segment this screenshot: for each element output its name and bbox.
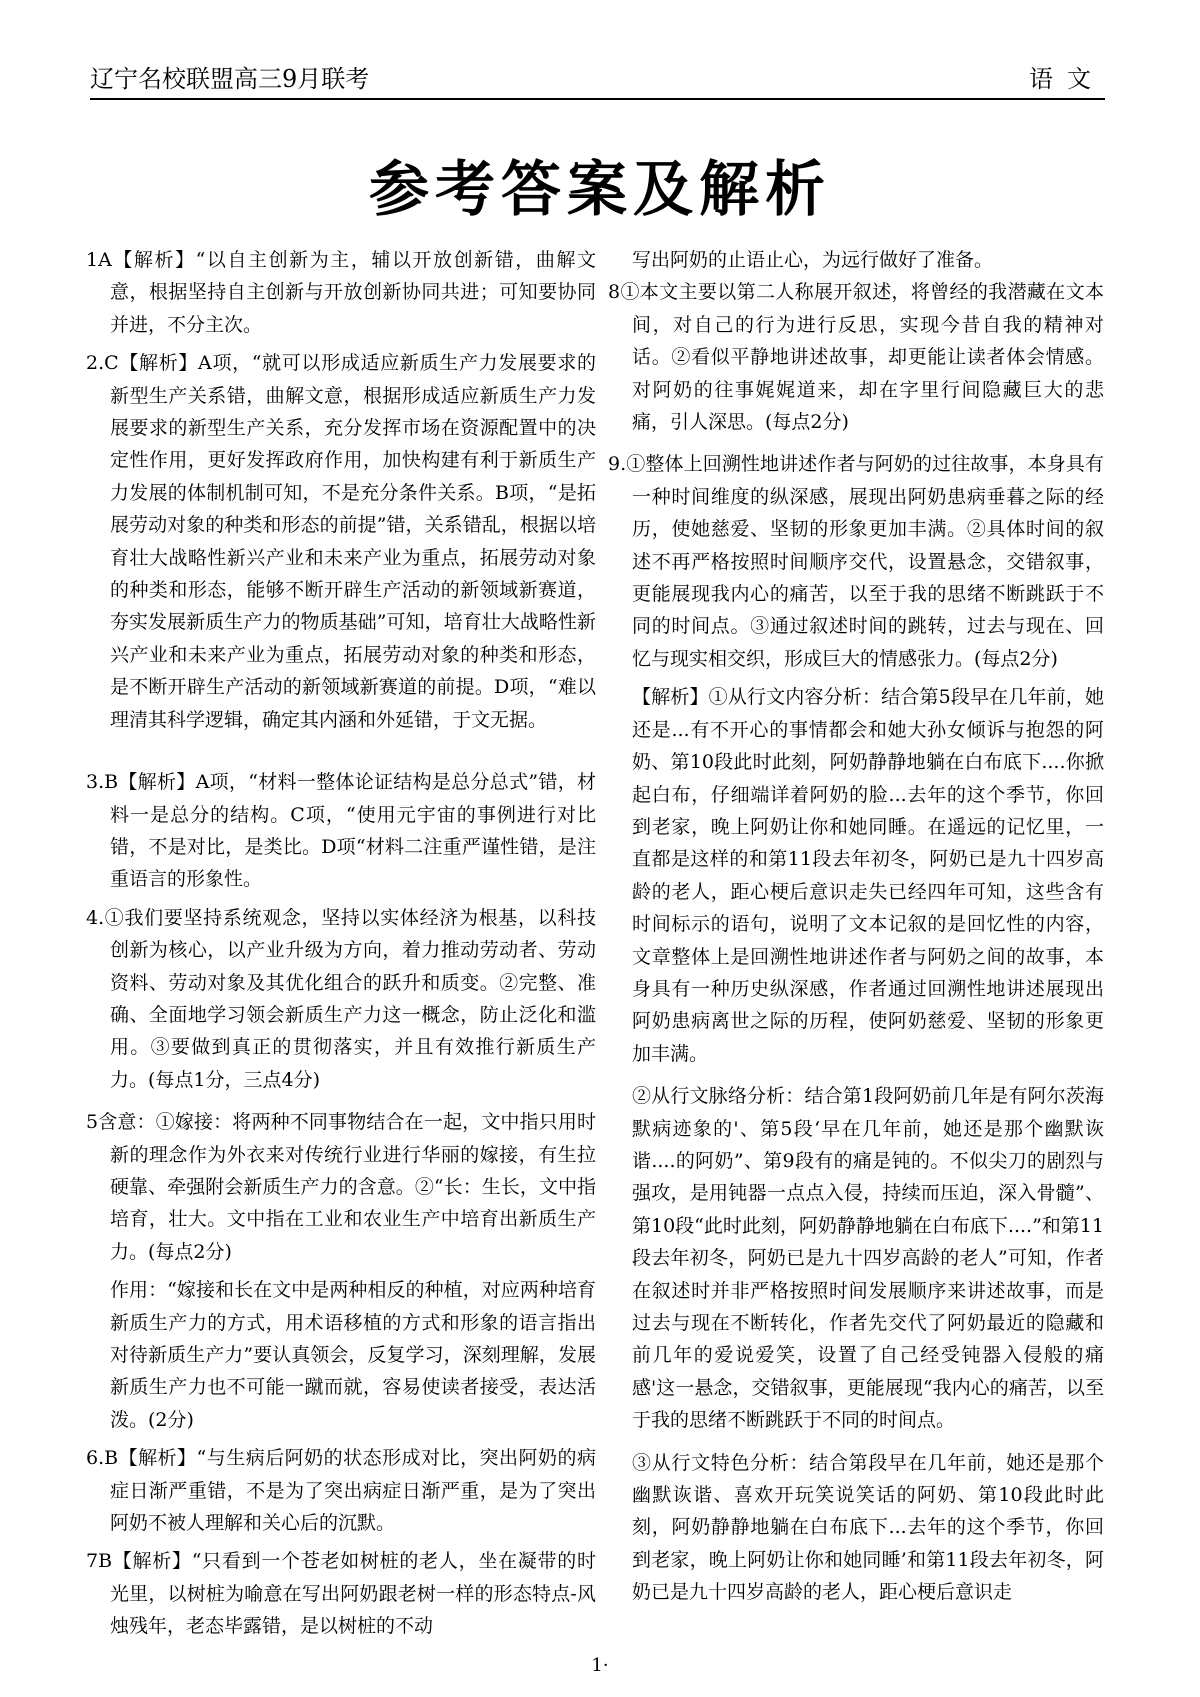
answer-5-function: 作用：“嫁接和长在文中是两种相反的种植，对应两种培育新质生产力的方式，用术语移植的方式和形象的语言指出对待新质生产力”要认真领会，反复学习，深刻理解，发展新质生产力也不可能一蹴而就，容易使读者接受，表达活泼。(2分): [110, 1279, 596, 1431]
answer-5: 5含意：①嫁接：将两种不同事物结合在一起，文中指只用时新的理念作为外衣来对传统行业进行华丽的嫁接，有生拉硬靠、牵强附会新质生产力的含意。②“长：生长，文中指培育，壮大。文中指在工业和农业生产中培育出新质生产力。(每点2分): [86, 1111, 596, 1263]
answer-3: 3.B【解析】A项，“材料一整体论证结构是总分总式”错，材料一是总分的结构。C项，“使用元宇宙的事例进行对比错，不是对比，是类比。D项“材料二注重严谨性错，是注重语言的形象性。: [86, 771, 596, 891]
page-header: [90, 64, 1105, 100]
answer-2: 2.C【解析】A项，“就可以形成适应新质生产力发展要求的新型生产关系错，曲解文意，根据形成适应新质生产力发展要求的新型生产关系，充分发挥市场在资源配置中的决定性作用，更好发挥政府作用，加快构建有利于新质生产力发展的体制机制可知，不是充分条件关系。B项，“是拓展劳动对象的种类和形态的前提”错，关系错乱，根据以培育壮大战略性新兴产业和未来产业为重点，拓展劳动对象的种类和形态，能够不断开辟生产活动的新领域新赛道，夯实发展新质生产力的物质基础”可知，培育壮大战略性新兴产业和未来产业为重点，拓展劳动对象的种类和形态，是不断开辟生产活动的新领域新赛道的前提。D项，“难以理清其科学逻辑，确定其内涵和外延错，于文无据。: [86, 352, 596, 731]
answer-4: 4.①我们要坚持系统观念，坚持以实体经济为根基，以科技创新为核心，以产业升级为方向，着力推动劳动者、劳动资料、劳动对象及其优化组合的跃升和质变。②完整、准确、全面地学习领会新质生产力这一概念，防止泛化和滥用。③要做到真正的贯彻落实，并且有效推行新质生产力。(每点1分，三点4分): [86, 906, 596, 1091]
answer-1: 1A【解析】“以自主创新为主，辅以开放创新错，曲解文意，根据坚持自主创新与开放创新协同共进；可知要协同并进，不分主次。: [86, 249, 596, 336]
answer-9-analysis-1: 【解析】①从行文内容分析：结合第5段早在几年前，她还是...有不开心的事情都会和她大孙女倾诉与抱怨的阿奶、第10段此时此刻，阿奶静静地躺在白布底下....你掀起白布，仔细端详着阿奶的脸...去年的这个季节，你回到老家，晚上阿奶让你和她同睡。在遥远的记忆里，一直都是这样的和第11段去年初冬，阿奶已是九十四岁高龄的老人，距心梗后意识走失已经四年可知，这些含有时间标示的语句，说明了文本记叙的是回忆性的内容，文章整体上是回溯性地讲述作者与阿奶之间的故事，本身具有一种历史纵深感，作者通过回溯性地讲述展现出阿奶患病离世之际的历程，使阿奶慈爱、坚韧的形象更加丰满。: [632, 686, 1104, 1065]
page-number: 1·: [591, 1655, 609, 1676]
answer-7-continued: 写出阿奶的止语止心，为远行做好了准备。: [632, 249, 994, 271]
answer-6: 6.B【解析】“与生病后阿奶的状态形成对比，突出阿奶的病症日渐严重错，不是为了突出病症日渐严重，是为了突出阿奶不被人理解和关心后的沉默。: [86, 1447, 596, 1535]
answer-8: 8①本文主要以第二人称展开叙述，将曾经的我潜藏在文本间，对自己的行为进行反思，实现今昔自我的精神对话。②看似平静地讲述故事，却更能让读者体会情感。对阿奶的往事娓娓道来，却在字里行间隐藏巨大的悲痛，引人深思。(每点2分): [608, 281, 1104, 434]
page-title: 参考答案及解析: [369, 155, 831, 225]
header-exam-name: 辽宁名校联盟高三9月联考: [90, 65, 370, 93]
left-column: [86, 244, 596, 1643]
header-subject: 语文: [1029, 65, 1105, 93]
answer-9: 9.①整体上回溯性地讲述作者与阿奶的过往故事，本身具有一种时间维度的纵深感，展现出阿奶患病垂暮之际的经历，使她慈爱、坚韧的形象更加丰满。②具体时间的叙述不再严格按照时间顺序交代，设置悬念，交错叙事，更能展现我内心的痛苦，以至于我的思绪不断跳跃于不同的时间点。③通过叙述时间的跳转，过去与现在、回忆与现实相交织，形成巨大的情感张力。(每点2分): [608, 453, 1104, 670]
answer-9-analysis-3: ③从行文特色分析：结合第段早在几年前，她还是那个幽默诙谐、喜欢开玩笑说笑话的阿奶、第10段此时此刻，阿奶静静地躺在白布底下...去年的这个季节，你回到老家，晚上阿奶让你和她同睡’和第11段去年初冬，阿奶已是九十四岁高龄的老人，距心梗后意识走: [632, 1451, 1104, 1604]
answer-7: 7B【解析】“只看到一个苍老如树桩的老人，坐在凝带的时光里，以树桩为喻意在写出阿奶跟老树一样的形态特点-风烛残年，老态毕露错，是以树桩的不动: [86, 1550, 596, 1638]
right-column: [608, 244, 1104, 1609]
answer-9-analysis-2: ②从行文脉络分析：结合第1段阿奶前几年是有阿尔茨海默病迹象的'、第5段‘早在几年前，她还是那个幽默诙谐....的阿奶”、第9段有的痛是钝的。不似尖刀的剧烈与强攻，是用钝器一点点入侵，持续而压迫，深入骨髓”、第10段“此时此刻，阿奶静静地躺在白布底下....”和第11段去年初冬，阿奶已是九十四岁高龄的老人”可知，作者在叙述时并非严格按照时间发展顺序来讲述故事，而是过去与现在不断转化，作者先交代了阿奶最近的隐藏和前几年的爱说爱笑，设置了自己经受钝器入侵般的痛感'这一悬念，交错叙事，更能展现“我内心的痛苦，以至于我的思绪不断跳跃于不同的时间点。: [632, 1085, 1104, 1432]
